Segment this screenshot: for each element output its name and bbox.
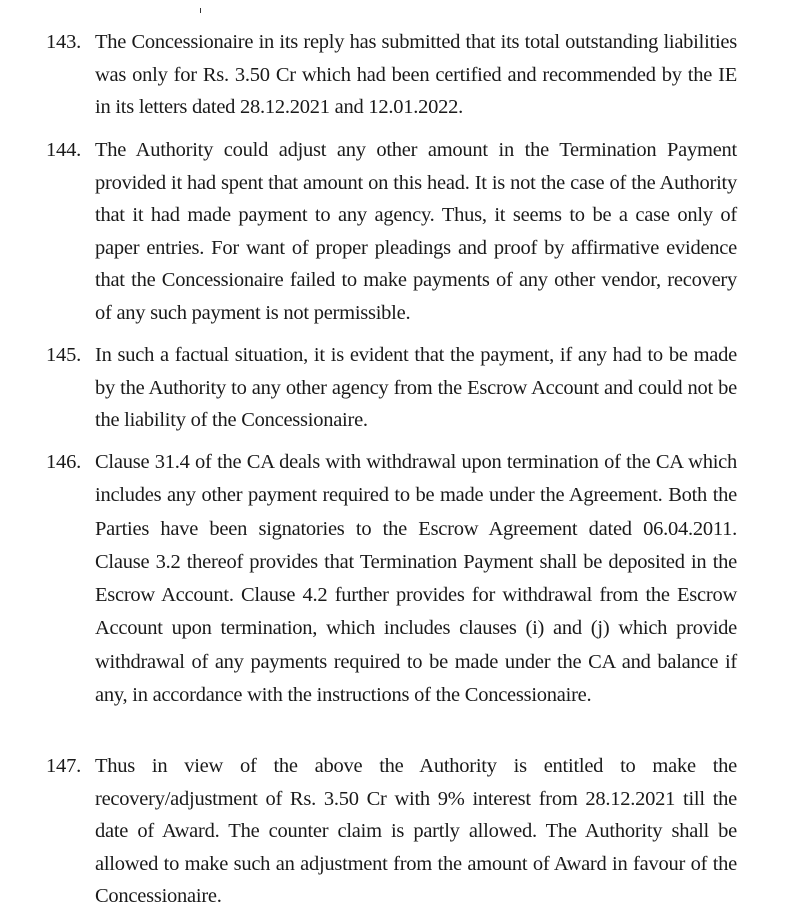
paragraph-number: 147. bbox=[46, 755, 82, 777]
paragraph-number: 143. bbox=[46, 31, 82, 53]
paragraph-text: Thus in view of the above the Authority is entitled to make the recovery/adjustment of Rs. 3.50 Cr with 9% interest from 28.12.2021 till the date of Award. The counter claim is partly allowed. The Authority shall be allowed to make such an adjustment from the amount of Award in favour of the Concessionaire. bbox=[95, 755, 737, 907]
paragraph-text: The Concessionaire in its reply has submitted that its total outstanding liabilities was only for Rs. 3.50 Cr which had been certified and recommended by the IE in its letters dated 28.12.2021 and 12.01.2022. bbox=[95, 31, 737, 118]
paragraph-text: In such a factual situation, it is evident that the payment, if any had to be made by the Authority to any other agency from the Escrow Account and could not be the liability of the Concessionaire. bbox=[95, 344, 737, 431]
scan-mark bbox=[200, 8, 201, 13]
paragraph-text: Clause 31.4 of the CA deals with withdrawal upon termination of the CA which includes any other payment required to be made under the Agreement. Both the Parties have been signatories to the Escrow Agreement dated 06.04.2011. Clause 3.2 thereof provides that Termination Payment shall be deposited in the Escrow Account. Clause 4.2 further provides for withdrawal from the Escrow Account upon termination, which includes clauses (i) and (j) which provide withdrawal of any payments required to be made under the CA and balance if any, in accordance with the instructions of the Concessionaire. bbox=[95, 451, 737, 707]
paragraph-number: 146. bbox=[46, 451, 82, 473]
paragraph-number: 145. bbox=[46, 344, 82, 366]
paragraph-text: The Authority could adjust any other amount in the Termination Payment provided it had spent that amount on this head. It is not the case of the Authority that it had made payment to any agency. Thus, it seems to be a case only of paper entries. For want of proper pleadings and proof by affirmative evidence that the Concessionaire failed to make payments of any other vendor, recovery of any such payment is not permissible. bbox=[95, 139, 737, 324]
paragraph-number: 144. bbox=[46, 139, 82, 161]
